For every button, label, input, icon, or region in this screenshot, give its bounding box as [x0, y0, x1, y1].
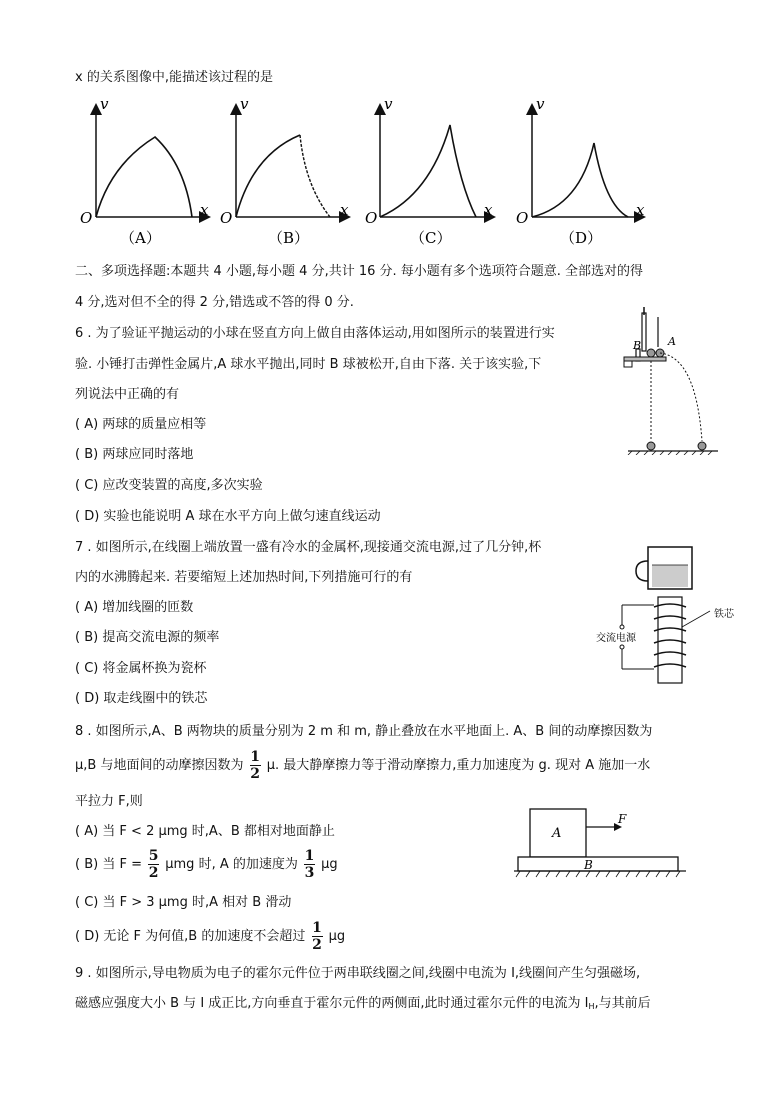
graph-c-label: （C） [410, 229, 452, 247]
graph-c-origin: O [365, 209, 378, 227]
q6-option-b: ( B) 两球应同时落地 [75, 447, 194, 462]
q6-option-a: ( A) 两球的质量应相等 [75, 417, 207, 432]
graph-d-v-label: v [536, 95, 545, 113]
q8-line1: 8 . 如图所示,A、B 两物块的质量分别为 2 m 和 m, 静止叠放在水平地面上. A、B 间的动摩擦因数为 [75, 724, 653, 739]
q7-fig-source: 交流电源 [596, 633, 636, 644]
vx-graphs [0, 95, 778, 255]
graph-b-origin: O [220, 209, 233, 227]
section2-line2: 4 分,选对但不全的得 2 分,错选或不答的得 0 分. [75, 295, 354, 310]
q8-frac-half: $\frac{1}{2}$ [250, 749, 260, 782]
intro-line: x 的关系图像中,能描述该过程的是 [75, 70, 273, 85]
q9-line1: 9 . 如图所示,导电物质为电子的霍尔元件位于两串联线圈之间,线圈中电流为 I,线圈间产生匀强磁场, [75, 966, 641, 981]
q6-figure [618, 305, 728, 455]
q6-fig-label-b: B [633, 339, 642, 352]
q9-line2-sub: H [588, 1002, 595, 1011]
q7-option-c: ( C) 将金属杯换为瓷杯 [75, 661, 207, 676]
graph-a-origin: O [80, 209, 93, 227]
q8-option-c: ( C) 当 F > 3 μmg 时,A 相对 B 滑动 [75, 895, 292, 910]
q6-line1: 6 . 为了验证平抛运动的小球在竖直方向上做自由落体运动,用如图所示的装置进行实 [75, 326, 555, 341]
graph-a-x-label: x [200, 201, 209, 219]
graph-c-v-label: v [384, 95, 393, 113]
graph-a-label: （A） [120, 229, 161, 247]
q9-line2-part1: 磁感应强度大小 B 与 I 成正比,方向垂直于霍尔元件的两侧面,此时通过霍尔元件的电流为 I [75, 996, 589, 1011]
q8-opt-b-text3: μg [321, 857, 338, 872]
q8-option-d [75, 920, 345, 954]
q8-line3: 平拉力 F,则 [75, 794, 143, 809]
graph-d-label: （D） [560, 229, 603, 247]
q6-line3: 列说法中正确的有 [75, 387, 180, 402]
q8-option-b [75, 848, 338, 882]
q9-line2-part2: ,与其前后 [594, 996, 651, 1011]
q8-line2-part2: μ. 最大静摩擦力等于滑动摩擦力,重力加速度为 g. 现对 A 施加一水 [266, 758, 651, 773]
q8-opt-b-text2: μmg 时, A 的加速度为 [165, 857, 298, 872]
graph-a-v-label: v [100, 95, 109, 113]
graph-d-x-label: x [636, 201, 645, 219]
q8-option-a: ( A) 当 F < 2 μmg 时,A、B 都相对地面静止 [75, 824, 335, 839]
q8-opt-d-text2: μg [328, 929, 346, 944]
q7-figure [592, 545, 757, 685]
q9-line2 [75, 994, 651, 1017]
q6-line2: 验. 小锤打击弹性金属片,A 球水平抛出,同时 B 球被松开,自由下落. 关于该实验,下 [75, 357, 542, 372]
q7-option-a: ( A) 增加线圈的匝数 [75, 600, 194, 615]
q6-option-c: ( C) 应改变装置的高度,多次实验 [75, 478, 263, 493]
q8-frac-third: $\frac{1}{3}$ [304, 848, 315, 881]
q8-line2 [75, 749, 650, 783]
graph-b [220, 95, 349, 247]
q8-fig-b: B [584, 858, 593, 872]
graph-b-x-label: x [340, 201, 349, 219]
section2-line1: 二、多项选择题:本题共 4 小题,每小题 4 分,共计 16 分. 每小题有多个选项符合题意. 全部选对的得 [75, 264, 644, 279]
q8-frac-half-d: $\frac{1}{2}$ [312, 920, 322, 953]
q8-opt-d-text1: ( D) 无论 F 为何值,B 的加速度不会超过 [75, 929, 306, 944]
q8-line2-part1: μ,B 与地面间的动摩擦因数为 [75, 758, 244, 773]
graph-c [365, 95, 493, 247]
graph-c-x-label: x [484, 201, 493, 219]
graph-d-origin: O [516, 209, 529, 227]
q8-frac-five-half: $\frac{5}{2}$ [148, 848, 159, 881]
q8-fig-a: A [552, 826, 562, 841]
q6-fig-label-a: A [668, 335, 676, 348]
q8-fig-f: F [618, 812, 627, 826]
q7-fig-core: 铁芯 [714, 609, 734, 620]
q7-line2: 内的水沸腾起来. 若要缩短上述加热时间,下列措施可行的有 [75, 570, 413, 585]
graph-b-v-label: v [240, 95, 249, 113]
q8-opt-b-text1: ( B) 当 F = [75, 857, 142, 872]
graph-b-label: （B） [268, 229, 310, 247]
q8-figure [510, 803, 700, 883]
graph-d [516, 95, 645, 247]
q7-option-b: ( B) 提高交流电源的频率 [75, 630, 220, 645]
q6-option-d: ( D) 实验也能说明 A 球在水平方向上做匀速直线运动 [75, 509, 381, 524]
q7-line1: 7 . 如图所示,在线圈上端放置一盛有冷水的金属杯,现接通交流电源,过了几分钟,杯 [75, 540, 542, 555]
graph-a [80, 95, 209, 247]
q7-option-d: ( D) 取走线圈中的铁芯 [75, 691, 208, 706]
